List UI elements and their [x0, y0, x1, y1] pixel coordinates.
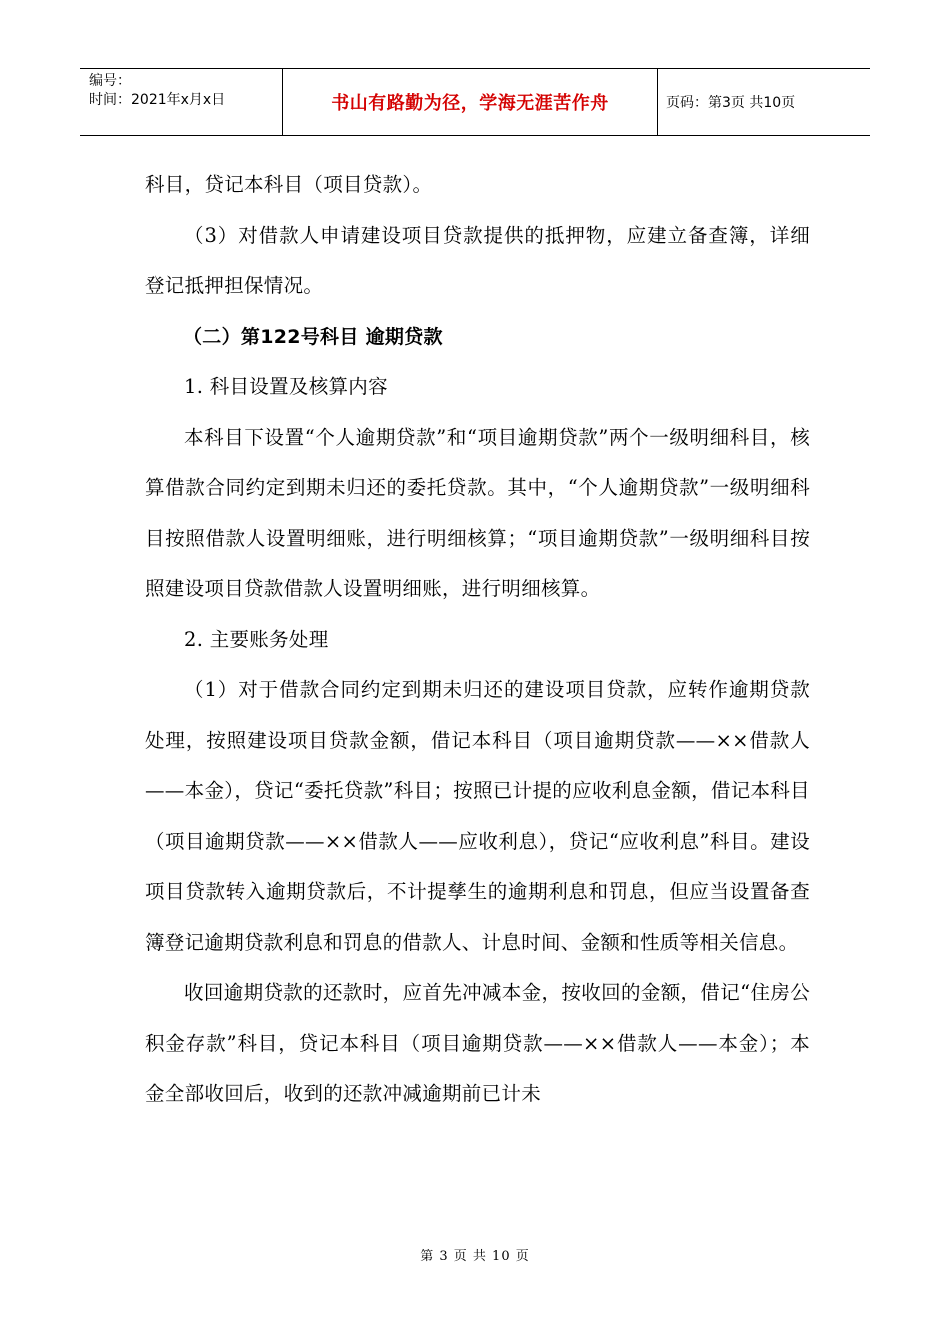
paragraph: 收回逾期贷款的还款时，应首先冲减本金，按收回的金额，借记“住房公积金存款”科目，贷记本科目（项目逾期贷款——××借款人——本金）；本金全部收回后，收到的还款冲减逾期前已计未 [145, 981, 810, 1105]
document-date: 时间：2021年x月x日 [89, 92, 226, 108]
paragraph: （1）对于借款合同约定到期未归还的建设项目贷款，应转作逾期贷款处理，按照建设项目贷款金额，借记本科目（项目逾期贷款——××借款人——本金），贷记“委托贷款”科目；按照已计提的应收利息金额，借记本科目（项目逾期贷款——××借款人——应收利息），贷记“应收利息”科目。建设项目贷款转入逾期贷款后，不计提孳生的逾期利息和罚息，但应当设置备查簿登记逾期贷款利息和罚息的借款人、计息时间、金额和性质等相关信息。 [145, 678, 810, 954]
subsection-heading: 2. 主要账务处理 [184, 627, 329, 651]
subsection-heading: 1. 科目设置及核算内容 [184, 375, 388, 398]
header-motto: 书山有路勤为径，学海无涯苦作舟 [331, 93, 609, 114]
document-number-label: 编号： [89, 73, 131, 89]
paragraph: 科目，贷记本科目（项目贷款）。 [145, 173, 433, 196]
section-heading: （二）第122号科目 逾期贷款 [183, 325, 443, 348]
header-page-info: 页码：第3页 共10页 [666, 95, 796, 111]
header-motto-cell [283, 69, 658, 135]
paragraph: 本科目下设置“个人逾期贷款”和“项目逾期贷款”两个一级明细科目，核算借款合同约定到期未归还的委托贷款。其中，“个人逾期贷款”一级明细科目按照借款人设置明细账，进行明细核算；“项目逾期贷款”一级明细科目按照建设项目贷款借款人设置明细账，进行明细核算。 [145, 425, 810, 600]
header-meta-cell [80, 69, 283, 135]
header-page-cell [658, 69, 870, 135]
page-footer: 第 3 页 共 10 页 [420, 1249, 530, 1264]
document-header [80, 68, 870, 136]
paragraph: （3）对借款人申请建设项目贷款提供的抵押物，应建立备查簿，详细登记抵押担保情况。 [145, 223, 810, 297]
document-body [145, 160, 810, 1120]
